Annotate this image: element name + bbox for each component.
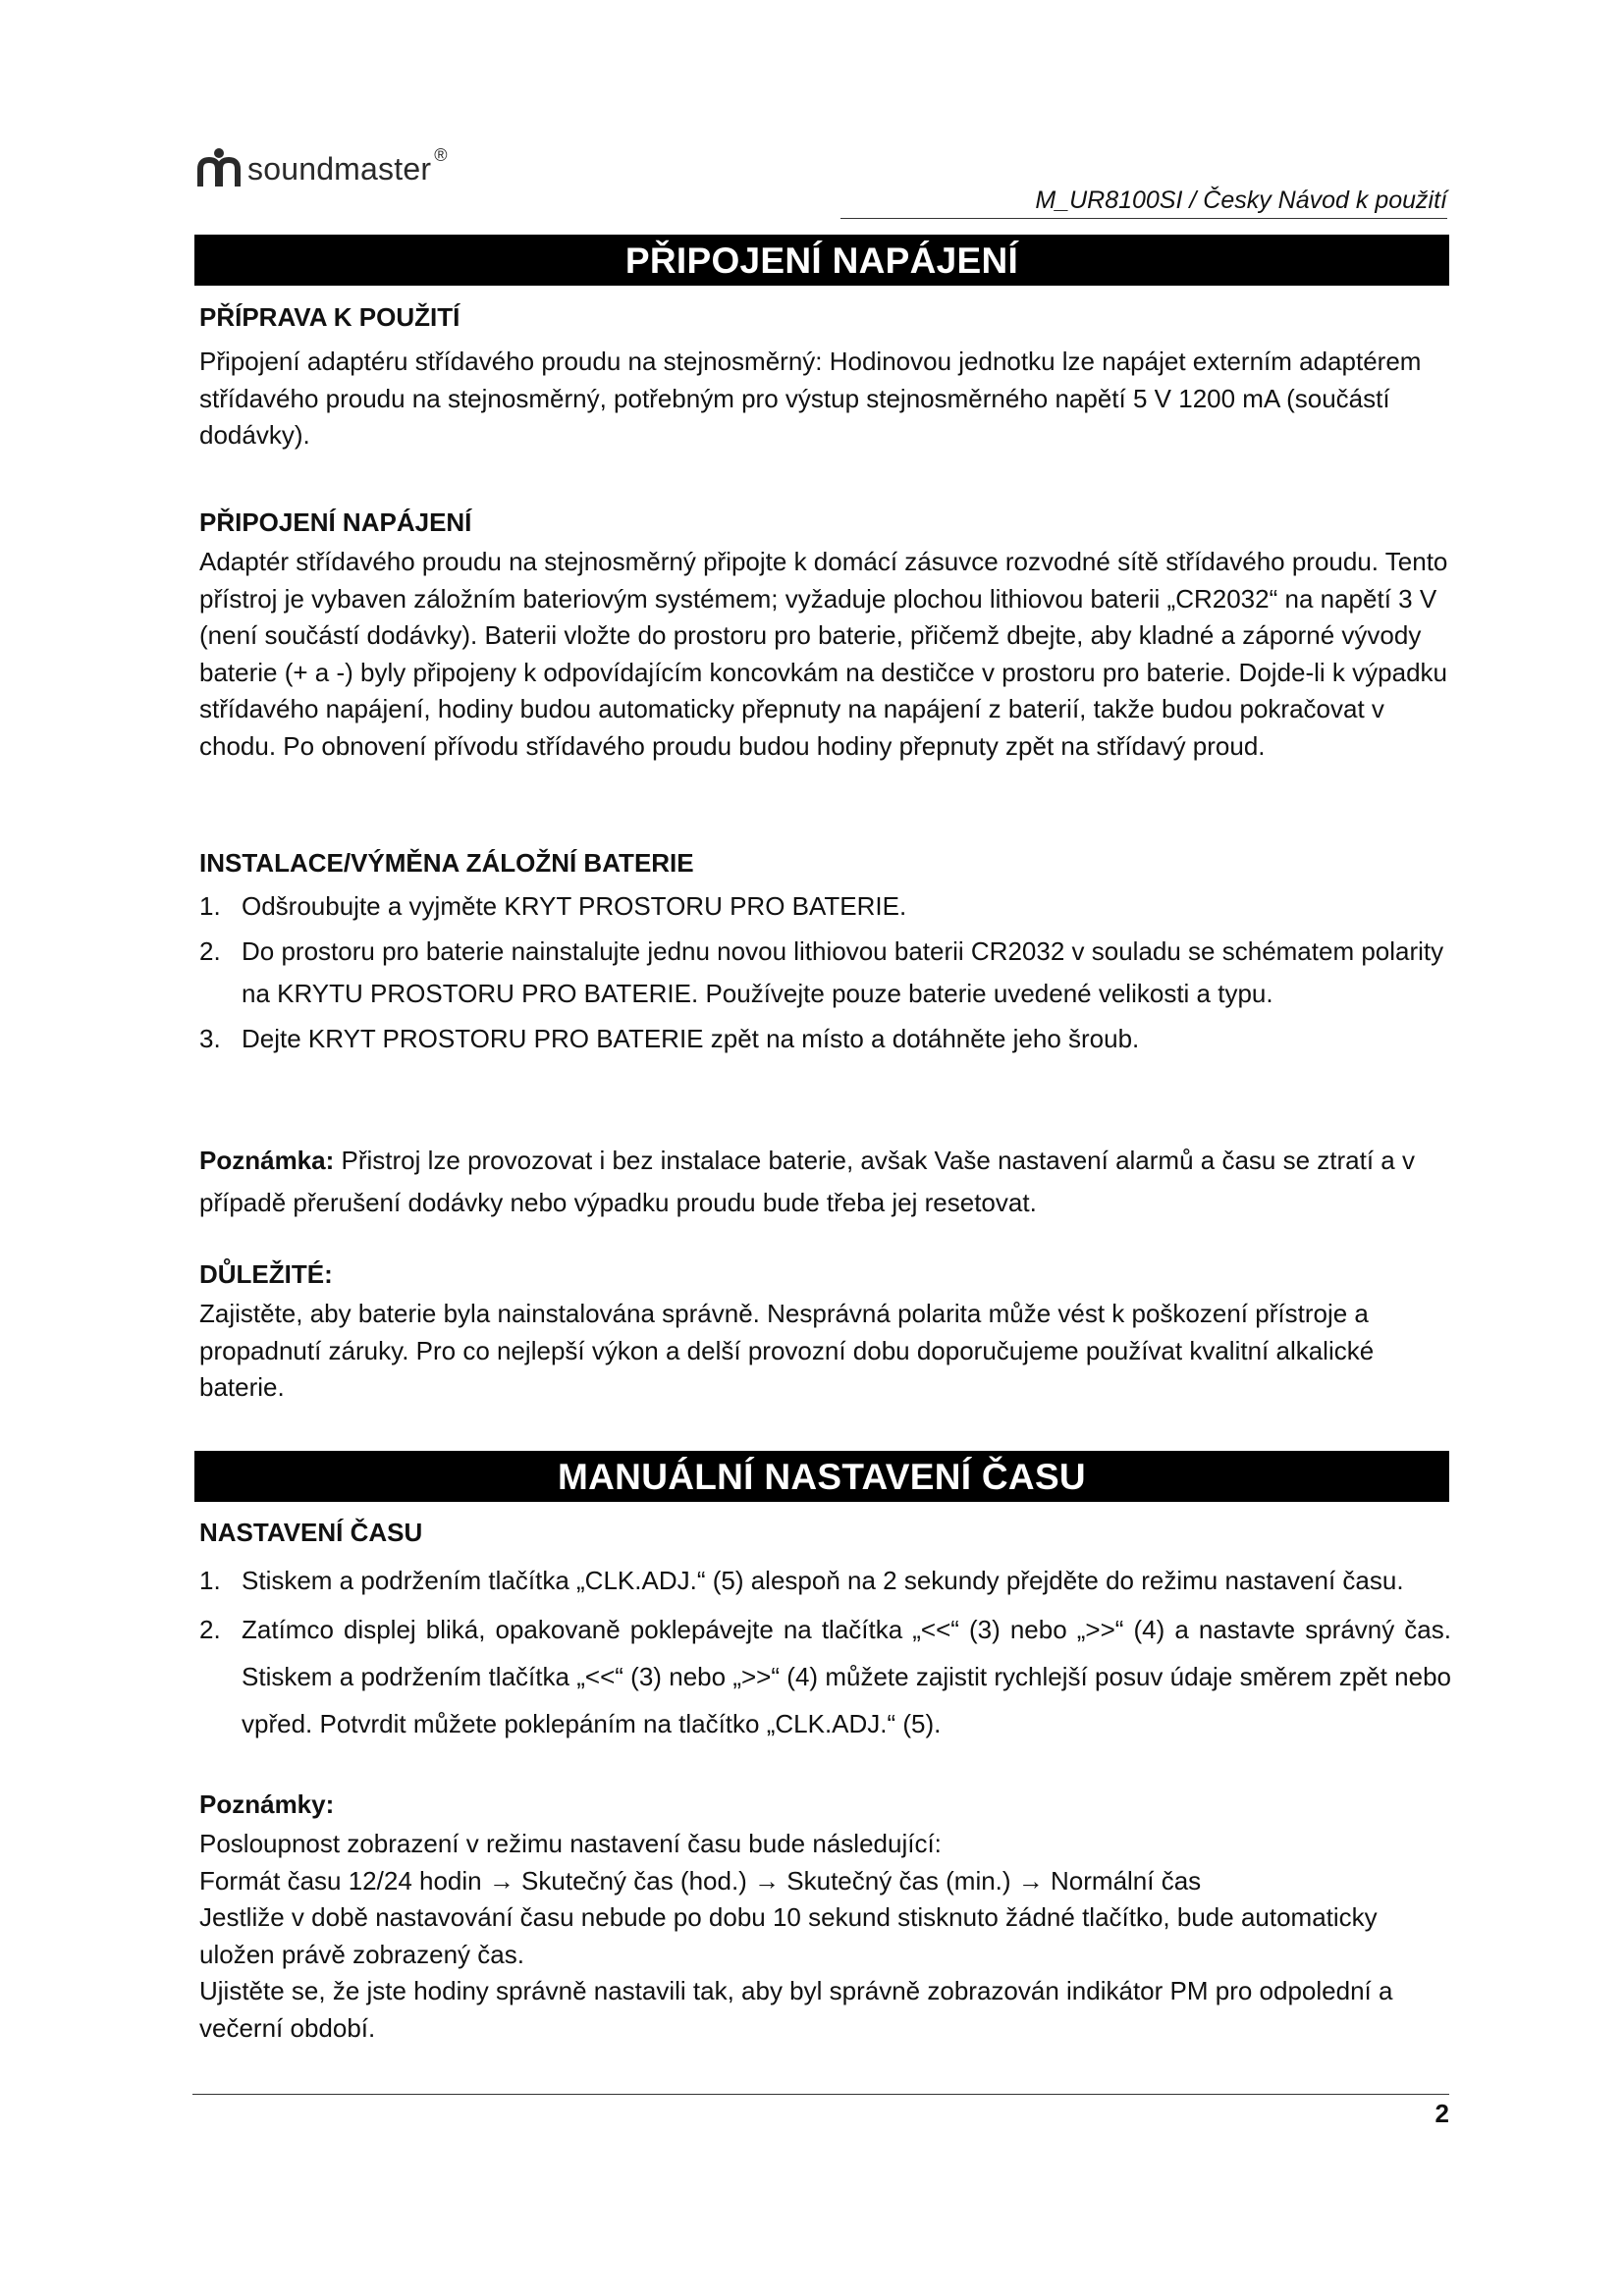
section-bar-manual-time-setting: MANUÁLNÍ NASTAVENÍ ČASU bbox=[194, 1451, 1449, 1502]
paragraph-important: Zajistěte, aby baterie byla nainstalována správně. Nesprávná polarita může vést k poškození přístroje a propadnutí záruky. Pro co nejlepší výkon a delší provozní dobu doporučujeme používat kvalitní alkalické baterie. bbox=[199, 1299, 1375, 1402]
heading-preparation: PŘÍPRAVA K POUŽITÍ bbox=[199, 302, 460, 332]
list-item bbox=[199, 931, 1451, 1015]
step-text: Odšroubujte a vyjměte KRYT PROSTORU PRO BATERIE. bbox=[242, 891, 907, 921]
heading-notes: Poznámky: bbox=[199, 1789, 335, 1819]
step-text: Stiskem a podržením tlačítka „CLK.ADJ.“ (5) alespoň na 2 sekundy přejděte do režimu nastavení času. bbox=[242, 1566, 1404, 1595]
list-item bbox=[199, 885, 1451, 928]
heading-time-setting: NASTAVENÍ ČASU bbox=[199, 1518, 423, 1547]
time-setting-steps bbox=[199, 1557, 1451, 1747]
document-title: M_UR8100SI / Česky Návod k použití bbox=[840, 187, 1447, 219]
step-text: Do prostoru pro baterie nainstalujte jednu novou lithiovou baterii CR2032 v souladu se schématem polarity na KRYTU PROSTORU PRO BATERIE. Používejte pouze baterie uvedené velikosti a typu. bbox=[242, 936, 1444, 1008]
list-item bbox=[199, 1606, 1451, 1747]
step-number: 2. bbox=[199, 1615, 221, 1644]
brand-logo bbox=[196, 144, 448, 190]
registered-mark: ® bbox=[434, 144, 448, 165]
heading-important: DŮLEŽITÉ: bbox=[199, 1259, 333, 1289]
note-line: Jestliže v době nastavování času nebude po dobu 10 sekund stisknuto žádné tlačítko, bude automaticky uložen právě zobrazený čas. bbox=[199, 1902, 1378, 1969]
step-number: 2. bbox=[199, 936, 221, 966]
note-line: Formát času 12/24 hodin → Skutečný čas (hod.) → Skutečný čas (min.) → Normální čas bbox=[199, 1865, 1202, 1896]
battery-install-steps bbox=[199, 885, 1451, 1060]
step-number: 3. bbox=[199, 1024, 221, 1053]
step-text: Dejte KRYT PROSTORU PRO BATERIE zpět na místo a dotáhněte jeho šroub. bbox=[242, 1024, 1140, 1053]
notes-block bbox=[199, 1826, 1451, 2047]
soundmaster-logo-icon bbox=[196, 147, 242, 190]
heading-power-connection: PŘIPOJENÍ NAPÁJENÍ bbox=[199, 507, 472, 537]
list-item bbox=[199, 1557, 1451, 1604]
note-line: Ujistěte se, že jste hodiny správně nastavili tak, aby byl správně zobrazován indikátor PM pro odpolední a večerní období. bbox=[199, 1976, 1393, 2043]
list-item bbox=[199, 1018, 1451, 1060]
brand-name: soundmaster bbox=[247, 150, 432, 187]
paragraph-note bbox=[199, 1140, 1451, 1224]
step-number: 1. bbox=[199, 891, 221, 921]
note-text: Přistroj lze provozovat i bez instalace baterie, avšak Vaše nastavení alarmů a času se ztratí a v případě přerušení dodávky nebo výpadku proudu bude třeba jej resetovat. bbox=[199, 1146, 1415, 1217]
page-number: 2 bbox=[1435, 2099, 1449, 2128]
footer-divider bbox=[192, 2094, 1449, 2095]
paragraph-power-connection: Adaptér střídavého proudu na stejnosměrný připojte k domácí zásuvce rozvodné sítě střídavého proudu. Tento přístroj je vybaven záložním bateriovým systémem; vyžaduje plochou lithiovou baterii „CR2032“ na napětí 3 V (není součástí dodávky). Baterii vložte do prostoru pro baterie, přičemž dbejte, aby kladné a záporné vývody baterie (+ a -) byly připojeny k odpovídajícím koncovkám na destičce v prostoru pro baterie. Dojde-li k výpadku střídavého napájení, hodiny budou automaticky přepnuty na napájení z baterií, takže budou pokračovat v chodu. Po obnovení přívodu střídavého proudu budou hodiny přepnuty zpět na střídavý proud. bbox=[199, 547, 1448, 761]
note-line: Posloupnost zobrazení v režimu nastavení času bude následující: bbox=[199, 1829, 942, 1858]
step-text: Zatímco displej bliká, opakovaně poklepávejte na tlačítka „<<“ (3) nebo „>>“ (4) a nastavte správný čas. Stiskem a podržením tlačítka „<<“ (3) nebo „>>“ (4) můžete zajistit rychlejší posuv údaje směrem zpět nebo vpřed. Potvrdit můžete poklepáním na tlačítko „CLK.ADJ.“ (5). bbox=[242, 1615, 1451, 1738]
section-bar-power-connection: PŘIPOJENÍ NAPÁJENÍ bbox=[194, 235, 1449, 286]
note-label: Poznámka: bbox=[199, 1146, 335, 1175]
step-number: 1. bbox=[199, 1566, 221, 1595]
paragraph-preparation: Připojení adaptéru střídavého proudu na stejnosměrný: Hodinovou jednotku lze napájet externím adaptérem střídavého proudu na stejnosměrný, potřebným pro výstup stejnosměrného napětí 5 V 1200 mA (součástí dodávky). bbox=[199, 347, 1422, 450]
heading-battery-install: INSTALACE/VÝMĚNA ZÁLOŽNÍ BATERIE bbox=[199, 848, 694, 878]
